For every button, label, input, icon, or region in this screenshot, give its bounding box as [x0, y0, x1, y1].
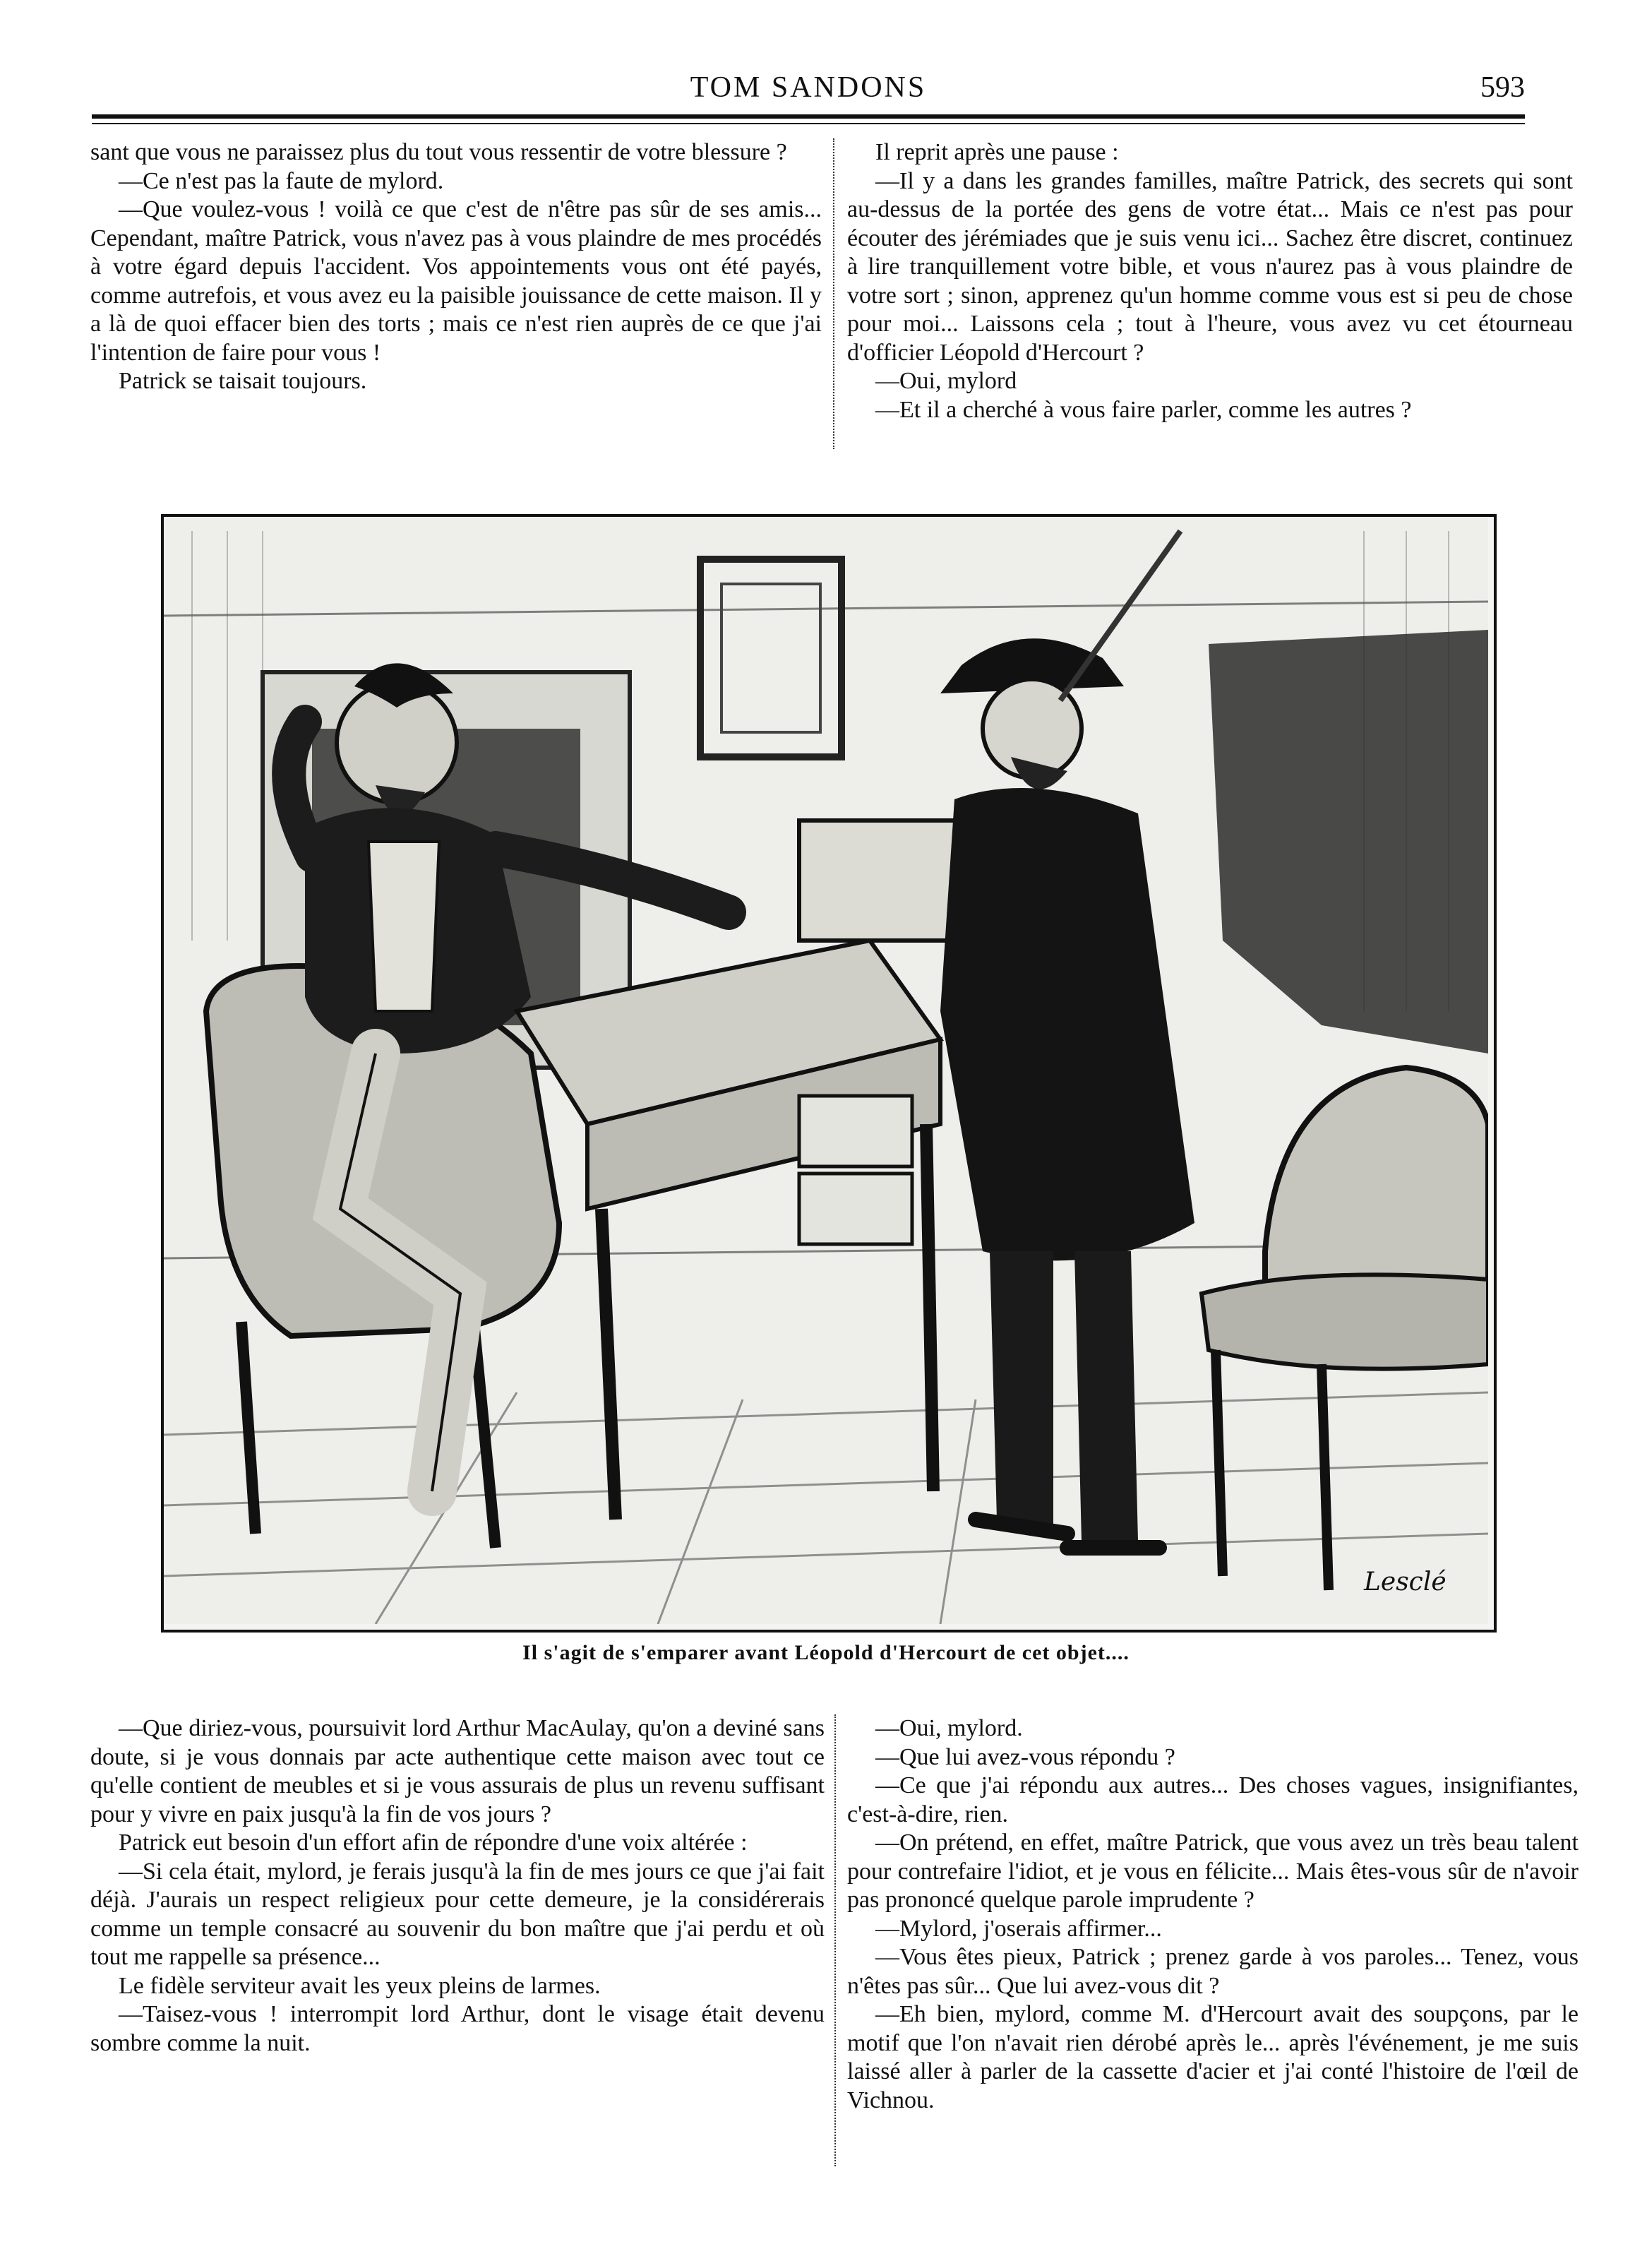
bottom-left-column: [90, 1714, 825, 2058]
paragraph: Patrick eut besoin d'un effort afin de répondre d'une voix altérée :: [119, 1830, 748, 1856]
paragraph: —Oui, mylord.: [875, 1715, 1023, 1741]
bottom-right-column: [847, 1714, 1579, 2115]
top-right-column: [847, 138, 1573, 424]
column-divider: [833, 138, 836, 449]
paragraph: —Que voulez-vous ! voilà ce que c'est de n'être pas sûr de ses amis... Cependant, maître Patrick, vous n'avez pas à vous plaindre de mes procédés à votre égard depuis l'accident. Vos appointements vous ont été payés, comme autrefois, et vous avez eu la paisible jouissance de cette maison. Il y a là de quoi effacer bien des torts ; mais ce n'est rien auprès de ce que j'ai l'intention de faire pour vous !: [90, 196, 822, 366]
artist-signature: Lesclé: [1364, 1568, 1447, 1596]
paragraph: —Que diriez-vous, poursuivit lord Arthur MacAulay, qu'on a deviné sans doute, si je vous donnais par acte authentique cette maison avec tout ce qu'elle contient de meubles et si je vous assurais de plus un revenu suffisant pour y vivre en paix jusqu'à la fin de vos jours ?: [90, 1715, 825, 1827]
paragraph: —Ce n'est pas la faute de mylord.: [119, 167, 444, 194]
paragraph: —Ce que j'ai répondu aux autres... Des choses vagues, insignifiantes, c'est-à-dire, rien.: [847, 1772, 1579, 1827]
paragraph: Il reprit après une pause :: [875, 139, 1119, 165]
page-number: 593: [1480, 71, 1525, 104]
column-divider: [834, 1714, 837, 2166]
paragraph: —Taisez-vous ! interrompit lord Arthur, dont le visage était devenu sombre comme la nuit.: [90, 2001, 825, 2056]
paragraph: —Mylord, j'oserais affirmer...: [875, 1915, 1162, 1942]
paragraph: —On prétend, en effet, maître Patrick, que vous avez un très beau talent pour contrefaire l'idiot, et je vous en félicite... Mais êtes-vous sûr de n'avoir pas prononcé quelque parole imprudente ?: [847, 1830, 1579, 1913]
paragraph: —Que lui avez-vous répondu ?: [875, 1743, 1175, 1770]
paragraph: sant que vous ne paraissez plus du tout vous ressentir de votre blessure ?: [90, 139, 787, 165]
paragraph: —Et il a cherché à vous faire parler, comme les autres ?: [875, 396, 1412, 423]
paragraph: —Vous êtes pieux, Patrick ; prenez garde à vos paroles... Tenez, vous n'êtes pas sûr... Que lui avez-vous dit ?: [847, 1944, 1579, 1999]
running-head: [92, 71, 1525, 113]
paragraph: Le fidèle serviteur avait les yeux pleins de larmes.: [119, 1972, 601, 1999]
engraving-illustration: [161, 514, 1497, 1633]
paragraph: —Eh bien, mylord, comme M. d'Hercourt avait des soupçons, par le motif que l'on n'avait rien dérobé après le... après l'événement, je me suis laissé aller à parler de la cassette d'acier et j'ai conté l'histoire de l'œil de Vichnou.: [847, 2001, 1579, 2113]
illustration-caption: Il s'agit de s'emparer avant Léopold d'Hercourt de cet objet....: [522, 1641, 1130, 1664]
paragraph: —Oui, mylord: [875, 368, 1017, 394]
paragraph: —Il y a dans les grandes familles, maître Patrick, des secrets qui sont au-dessus de la portée des gens de votre état... Mais ce n'est pas pour écouter des jérémiades que je suis venu ici... Sachez être discret, continuez à lire tranquillement votre bible, et vous n'aurez pas à vous plaindre de votre sort ; sinon, apprenez qu'un homme comme vous est si peu de chose pour moi... Laissons cela ; tout à l'heure, vous avez vu cet étourneau d'officier Léopold d'Hercourt ?: [847, 167, 1573, 366]
running-title: TOM SANDONS: [690, 71, 927, 104]
paragraph: Patrick se taisait toujours.: [119, 368, 367, 394]
header-rule-thick: [92, 114, 1525, 119]
top-left-column: [90, 138, 822, 396]
paragraph: —Si cela était, mylord, je ferais jusqu'à la fin de mes jours ce que j'ai fait déjà. J'aurais un respect religieux pour cette demeure, je la considérerais comme un temple consacré au souvenir du bon maître que j'ai perdu et où tout me rappelle sa présence...: [90, 1858, 825, 1970]
header-rule-thin: [92, 123, 1525, 124]
